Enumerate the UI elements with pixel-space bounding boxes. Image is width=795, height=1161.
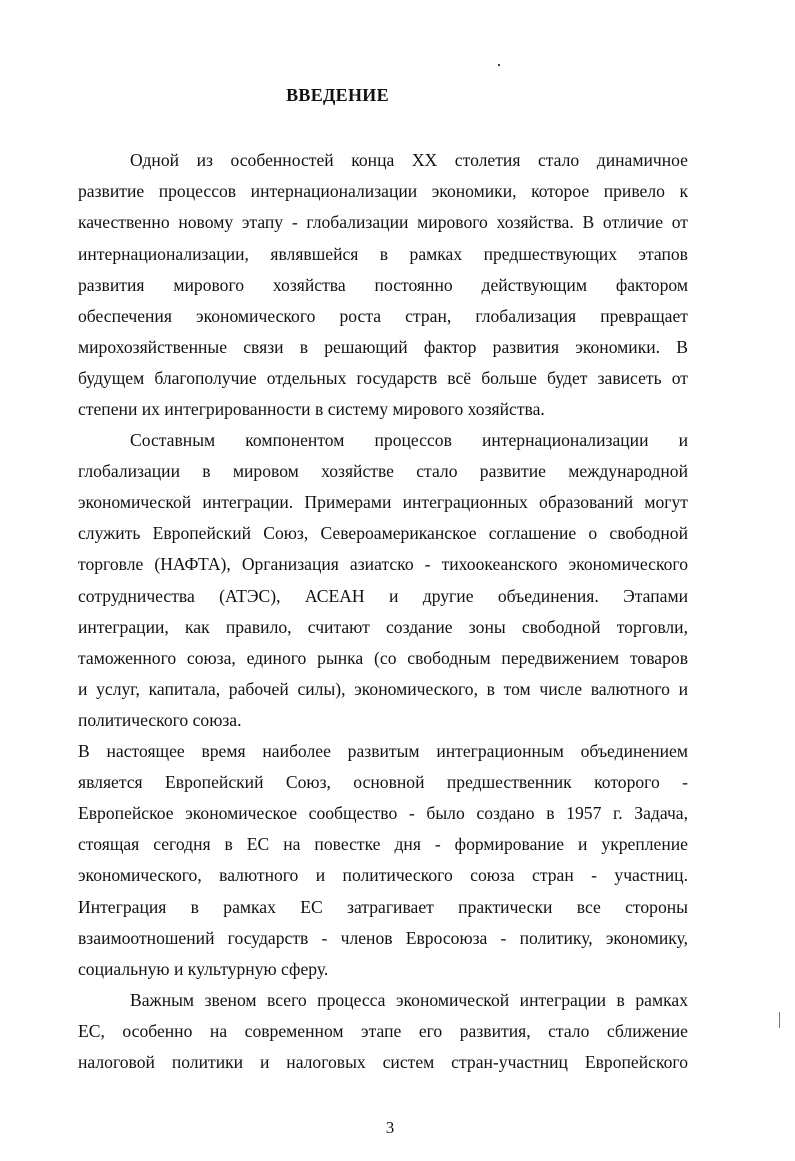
text-line: сотрудничества (АТЭС), АСЕАН и другие объединения. Этапами xyxy=(78,586,688,606)
text-line: Европейское экономическое сообщество - было создано в 1957 г. Задача, xyxy=(78,803,688,823)
text-line: глобализации в мировом хозяйстве стало развитие международной xyxy=(78,461,688,481)
text-line: В настоящее время наиболее развитым интеграционным объединением xyxy=(78,741,688,761)
scan-speck xyxy=(498,64,500,66)
text-line: качественно новому этапу - глобализации мирового хозяйства. В отличие от xyxy=(78,212,688,232)
text-line: обеспечения экономического роста стран, глобализация превращает xyxy=(78,306,688,326)
text-line: будущем благополучие отдельных государств всё больше будет зависеть от xyxy=(78,368,688,388)
text-line: ЕС, особенно на современном этапе его развития, стало сближение xyxy=(78,1021,688,1041)
text-line: и услуг, капитала, рабочей силы), экономического, в том числе валютного и xyxy=(78,679,688,699)
text-line: экономического, валютного и политического союза стран - участниц. xyxy=(78,865,688,885)
text-line: социальную и культурную сферу. xyxy=(78,959,329,979)
text-line: интеграции, как правило, считают создание зоны свободной торговли, xyxy=(78,617,688,637)
text-line: является Европейский Союз, основной предшественник которого - xyxy=(78,772,688,792)
text-line: таможенного союза, единого рынка (со свободным передвижением товаров xyxy=(78,648,688,668)
text-line: интернационализации, являвшейся в рамках предшествующих этапов xyxy=(78,244,688,264)
text-line: мирохозяйственные связи в решающий фактор развития экономики. В xyxy=(78,337,688,357)
text-line: Интеграция в рамках ЕС затрагивает практически все стороны xyxy=(78,897,688,917)
text-line: Важным звеном всего процесса экономической интеграции в рамках xyxy=(130,990,688,1010)
text-line: служить Европейский Союз, Североамериканское соглашение о свободной xyxy=(78,523,688,543)
text-line: торговле (НАФТА), Организация азиатско - тихоокеанского экономического xyxy=(78,554,688,574)
text-line: взаимоотношений государств - членов Евросоюза - политику, экономику, xyxy=(78,928,688,948)
text-line: степени их интегрированности в систему мирового хозяйства. xyxy=(78,399,545,419)
text-line: Составным компонентом процессов интернационализации и xyxy=(130,430,688,450)
text-line: налоговой политики и налоговых систем стран-участниц Европейского xyxy=(78,1052,688,1072)
text-line: экономической интеграции. Примерами интеграционных образований могут xyxy=(78,492,688,512)
text-line: развитие процессов интернационализации экономики, которое привело к xyxy=(78,181,688,201)
scan-mark-line xyxy=(779,1012,780,1028)
page-title: ВВЕДЕНИЕ xyxy=(286,85,389,105)
text-line: Одной из особенностей конца XX столетия стало динамичное xyxy=(130,150,688,170)
text-line: стоящая сегодня в ЕС на повестке дня - формирование и укрепление xyxy=(78,834,688,854)
page-number: 3 xyxy=(385,1118,395,1137)
text-line: политического союза. xyxy=(78,710,242,730)
text-line: развития мирового хозяйства постоянно действующим фактором xyxy=(78,275,688,295)
